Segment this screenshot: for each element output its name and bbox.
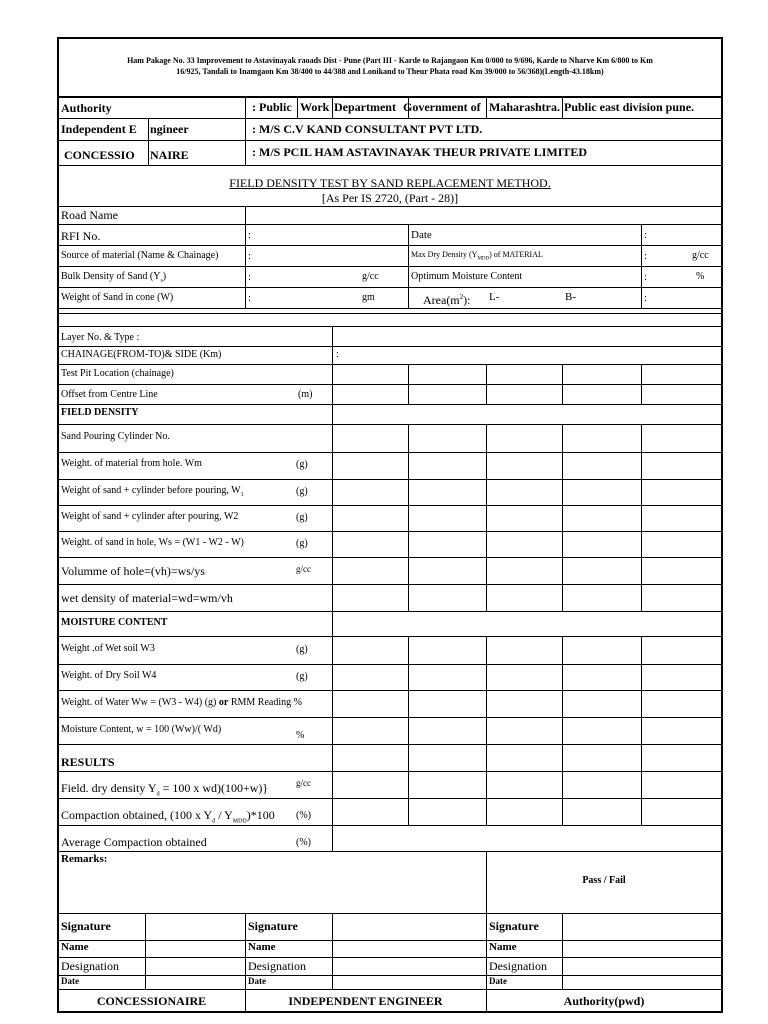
divider bbox=[562, 96, 563, 118]
results-heading: RESULTS bbox=[61, 755, 115, 769]
omc-label: Optimum Moisture Content bbox=[411, 271, 523, 282]
area-label: $Area(m^2)$: bbox=[423, 293, 471, 307]
unit-gm: gm bbox=[362, 292, 375, 303]
source-of-material-label: Source of material (Name & Chainage) bbox=[61, 250, 219, 261]
divider bbox=[58, 346, 722, 347]
colon: : bbox=[644, 250, 648, 262]
divider bbox=[58, 989, 722, 990]
divider bbox=[486, 424, 487, 611]
divider bbox=[332, 913, 333, 989]
divider bbox=[408, 636, 409, 825]
divider bbox=[58, 404, 722, 405]
divider bbox=[58, 287, 722, 288]
authority-value-part: Government of bbox=[403, 100, 481, 114]
authority-value-part: Public east division pune. bbox=[564, 100, 695, 114]
footer-concessionaire: CONCESSIONAIRE bbox=[96, 994, 207, 1008]
divider bbox=[58, 384, 722, 385]
independent-engineer-value: : M/S C.V KAND CONSULTANT PVT LTD. bbox=[252, 122, 483, 136]
fd-row-label: wet density of material=wd=wm/vh bbox=[61, 591, 233, 605]
length-label: L- bbox=[489, 291, 500, 303]
divider bbox=[58, 313, 722, 314]
authority-label: Authority bbox=[61, 101, 112, 115]
divider bbox=[58, 165, 722, 166]
divider bbox=[145, 913, 146, 989]
colon: : bbox=[644, 229, 648, 241]
unit-label: (g) bbox=[296, 538, 308, 549]
weight-sand-cone-label: Weight of Sand in cone (W) bbox=[61, 292, 174, 303]
footer-authority: Authority(pwd) bbox=[563, 994, 645, 1008]
unit-label: (g) bbox=[296, 644, 308, 655]
form-title: FIELD DENSITY TEST BY SAND REPLACEMENT METHOD. bbox=[229, 176, 551, 190]
divider bbox=[58, 664, 722, 665]
divider bbox=[58, 611, 722, 612]
unit-label: (g) bbox=[296, 671, 308, 682]
pass-fail-label: Pass / Fail bbox=[582, 875, 626, 886]
unit-label: (%) bbox=[296, 837, 311, 848]
fd-row-label: Weight of sand + cylinder after pouring, W2 bbox=[61, 511, 239, 522]
divider bbox=[58, 744, 722, 745]
layer-label: Layer No. & Type : bbox=[61, 332, 140, 343]
signature-label: Signature bbox=[248, 919, 298, 933]
divider bbox=[58, 771, 722, 772]
unit-label: g/cc bbox=[296, 564, 311, 574]
date-label: Date bbox=[248, 976, 266, 986]
fd-row-label: Weight. of sand in hole, Ws = (W1 - W2 - W) bbox=[61, 537, 244, 548]
divider bbox=[58, 717, 722, 718]
divider bbox=[58, 557, 722, 558]
colon: : bbox=[248, 250, 252, 262]
divider bbox=[58, 364, 722, 365]
divider bbox=[58, 479, 722, 480]
divider bbox=[641, 424, 642, 611]
divider bbox=[58, 851, 722, 852]
divider bbox=[486, 636, 487, 825]
unit-gcc: g/cc bbox=[362, 271, 379, 282]
unit-label: (%) bbox=[296, 810, 311, 821]
unit-gcc: g/cc bbox=[692, 250, 709, 261]
colon: : bbox=[336, 349, 339, 360]
colon: : bbox=[248, 292, 252, 304]
divider bbox=[58, 452, 722, 453]
breadth-label: B- bbox=[565, 291, 576, 303]
bulk-density-label: Bulk Density of Sand $(Y_s)$ bbox=[61, 271, 167, 284]
designation-label: Designation bbox=[61, 959, 119, 973]
divider bbox=[486, 96, 487, 118]
unit-label: (g) bbox=[296, 486, 308, 497]
unit-label: (m) bbox=[298, 389, 313, 400]
divider bbox=[486, 364, 487, 404]
designation-label: Designation bbox=[489, 959, 547, 973]
divider bbox=[58, 584, 722, 585]
date-label: Date bbox=[61, 976, 79, 986]
unit-label: (g) bbox=[296, 459, 308, 470]
divider bbox=[58, 636, 722, 637]
divider bbox=[58, 798, 722, 799]
divider bbox=[408, 224, 409, 308]
project-title-line1: Ham Pakage No. 33 Improvement to Astavinayak raoads Dist - Pune (Part III - Karde to Rajangaon Km 0/000 to 9/696, Karde to Nharve Km 6/800 to Km bbox=[127, 56, 653, 65]
divider bbox=[58, 118, 722, 119]
average-compaction-label: Average Compaction obtained bbox=[61, 835, 207, 849]
divider bbox=[562, 364, 563, 404]
divider bbox=[58, 957, 722, 958]
divider bbox=[58, 913, 722, 914]
authority-value-part: Department bbox=[334, 100, 396, 114]
colon: : bbox=[644, 292, 648, 304]
cylinder-no-label: Sand Pouring Cylinder No. bbox=[61, 431, 170, 442]
divider bbox=[641, 224, 642, 308]
dry-density-label: Field. dry density $Y_d = 100$ x wd)(100+w)} bbox=[61, 781, 269, 798]
divider bbox=[58, 424, 722, 425]
divider bbox=[58, 266, 722, 267]
footer-independent-engineer: INDEPENDENT ENGINEER bbox=[288, 994, 443, 1008]
divider bbox=[58, 505, 722, 506]
signature-label: Signature bbox=[489, 919, 539, 933]
mc-row-label: Moisture Content, w = 100 (Ww)/( Wd) bbox=[61, 724, 222, 735]
divider bbox=[408, 424, 409, 611]
authority-value-part: Work bbox=[300, 100, 330, 114]
divider bbox=[332, 326, 333, 851]
divider bbox=[562, 636, 563, 825]
authority-value-part: : Public bbox=[252, 100, 292, 114]
divider bbox=[58, 940, 722, 941]
chainage-label: CHAINAGE(FROM-TO)& SIDE (Km) bbox=[61, 349, 222, 360]
compaction-label: Compaction obtained, (100 x $Y_d / Y_{MDD})*100$ bbox=[61, 808, 275, 825]
colon: : bbox=[248, 229, 252, 241]
max-dry-density-label: Max Dry Density $(Y_{MDD})$ of MATERIAL bbox=[411, 250, 543, 262]
divider bbox=[58, 326, 722, 327]
divider bbox=[58, 96, 722, 98]
independent-engineer-label-b: ngineer bbox=[150, 122, 189, 136]
divider bbox=[332, 96, 333, 118]
date-label: Date bbox=[411, 229, 432, 241]
mc-row-label: Weight .of Wet soil W3 bbox=[61, 643, 155, 654]
colon: : bbox=[248, 271, 252, 283]
fd-row-label: Volumme of hole=(vh)=ws/ys bbox=[61, 564, 205, 578]
fd-row-label: Weight. of material from hole. Wm bbox=[61, 458, 202, 469]
test-pit-label: Test Pit Location (chainage) bbox=[61, 368, 174, 379]
offset-label: Offset from Centre Line bbox=[61, 389, 158, 400]
divider bbox=[641, 364, 642, 404]
mc-row-label: Weight. of Dry Soil W4 bbox=[61, 670, 157, 681]
divider bbox=[58, 531, 722, 532]
divider bbox=[148, 118, 149, 165]
project-title-line2: 16/925, Tandali to Inamgaon Km 38/400 to 44/388 and Lonikand to Theur Phata road Km 39/000 to 56/368)(Length-43.18km) bbox=[176, 67, 604, 76]
concessionaire-label-b: NAIRE bbox=[150, 148, 189, 162]
designation-label: Designation bbox=[248, 959, 306, 973]
mc-row-label: Weight. of Water Ww = (W3 - W4) (g) or RMM Reading % bbox=[61, 697, 302, 708]
name-label: Name bbox=[61, 941, 89, 953]
divider bbox=[58, 975, 722, 976]
moisture-heading: MOISTURE CONTENT bbox=[61, 617, 168, 628]
colon: : bbox=[644, 271, 648, 283]
signature-label: Signature bbox=[61, 919, 111, 933]
rfi-no-label: RFI No. bbox=[61, 229, 101, 243]
independent-engineer-label-a: Independent E bbox=[61, 122, 137, 136]
field-density-heading: FIELD DENSITY bbox=[61, 407, 139, 418]
authority-value-part: Maharashtra. bbox=[489, 100, 560, 114]
unit-label: g/cc bbox=[296, 778, 311, 788]
remarks-label: Remarks: bbox=[61, 853, 108, 865]
divider bbox=[58, 140, 722, 141]
divider bbox=[297, 96, 298, 118]
divider bbox=[58, 224, 722, 225]
name-label: Name bbox=[489, 941, 517, 953]
divider bbox=[641, 636, 642, 825]
divider bbox=[562, 913, 563, 989]
divider bbox=[58, 690, 722, 691]
fd-row-label: Weight of sand + cylinder before pouring, $W_1$ bbox=[61, 485, 244, 498]
concessionaire-label-a: CONCESSIO bbox=[64, 148, 135, 162]
unit-label: (g) bbox=[296, 512, 308, 523]
unit-percent: % bbox=[696, 271, 705, 282]
divider bbox=[245, 206, 246, 308]
concessionaire-value: : M/S PCIL HAM ASTAVINAYAK THEUR PRIVATE LIMITED bbox=[252, 145, 588, 159]
divider bbox=[562, 424, 563, 611]
divider bbox=[58, 206, 722, 207]
divider bbox=[245, 96, 246, 165]
road-name-label: Road Name bbox=[61, 208, 118, 222]
name-label: Name bbox=[248, 941, 276, 953]
divider bbox=[58, 825, 722, 826]
form-subtitle: [As Per IS 2720, (Part - 28)] bbox=[321, 191, 459, 205]
unit-label: % bbox=[296, 730, 305, 741]
date-label: Date bbox=[489, 976, 507, 986]
divider bbox=[58, 308, 722, 309]
divider bbox=[408, 364, 409, 404]
divider bbox=[58, 245, 722, 246]
